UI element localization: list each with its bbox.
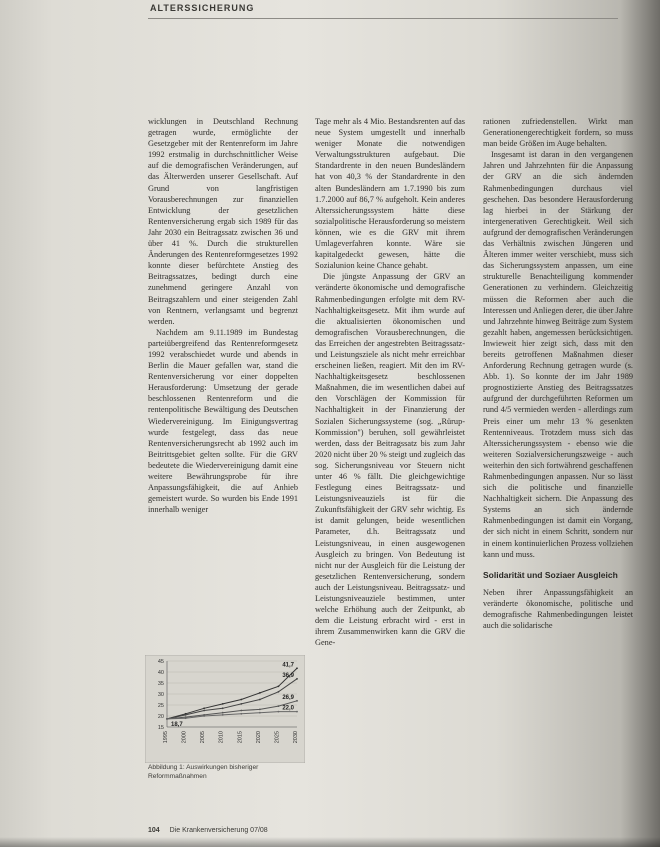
data-point <box>222 707 224 709</box>
paragraph: rationen zufriedenstellen. Wirkt man Generationengerechtigkeit fordern, so muss man beide Größen im Auge behalten. <box>483 117 633 149</box>
x-tick-label: 2010 <box>218 731 225 744</box>
text-column-2 <box>315 116 465 816</box>
data-point <box>222 714 224 716</box>
data-point <box>278 685 280 687</box>
data-point <box>203 715 205 717</box>
data-point <box>240 699 242 701</box>
y-tick-label: 45 <box>157 659 164 665</box>
paragraph: Die jüngste Anpassung der GRV an veränderte ökonomische und demografische Rahmenbedingungen erfolgte mit dem RV-Nachhaltigkeitsgesetz. Mit ihm wurde auf die aktualisierten ökonomischen und demografischen Vorausberechnungen, die das Erreichen der angestrebten Beitragssatz- und Leistungsziele als nicht mehr erreichbar erscheinen ließen, reagiert. Mit den im RV-Nachhaltigkeitsgesetz beschlossenen Maßnahmen, die im wesentlichen dabei auf den Vorschlägen der Kommission für Nachhaltigkeit in der Finanzierung der Sozialen Sicherungssysteme (sog. „Rürup-Kommission") beruhen, soll gewährleistet werden, dass der Beitragssatz bis zum Jahr 2020 nicht über 20 % steigt und zugleich das sog. Sicherungsniveau vor Steuern nicht unter 46 % fällt. Die gleichgewichtige Festlegung eines Beitragssatz- und Leistungsniveauziels ist für die Zukunftsfähigkeit der GRV sehr wichtig. Es ist damit gelungen, beide wesentlichen Parameter, d.h. Beitragssatz und Leistungsniveau, in einen ausgewogenen Ausgleich zu bringen. Von Bedeutung ist nicht nur der Ausgleich für die Leistung der gesetzlichen Rentenversicherung, sondern auch der Leistungsniveau. Beitragssatz- und Leistungsniveauziele bestimmen, unter welche Erhöhung auch der Zeitpunkt, ab dem die Leistung erbracht wird - erst in ihrem Zusammenwirken kann die GRV die Gene- <box>315 272 465 648</box>
data-point <box>278 705 280 707</box>
chart-background <box>145 655 305 763</box>
page-footer <box>148 827 448 834</box>
data-point <box>240 710 242 712</box>
data-label: 26,9 <box>282 694 294 701</box>
y-tick-label: 20 <box>157 714 164 720</box>
data-point <box>203 710 205 712</box>
data-point <box>278 711 280 713</box>
page-number: 104 <box>148 827 160 834</box>
paragraph: Insgesamt ist daran in den vergangenen Jahren und Jahrzehnten für die Anpassung der GRV an die sich ändernden Rahmenbedingungen durchaus viel geschehen. Das besondere Herausforderung lag hierbei in der Stärkung der intergenerativen Gerechtigkeit. Weil sich aufgrund der demografischen Veränderungen das Verhältnis zwischen Jüngeren und Älteren immer weiter verschiebt, muss sich das Sicherungssystem anpassen, um eine strukturelle Benachteiligung kommender Generationen zu verhindern. Gleichzeitig müssen die Reformen aber auch die Interessen und Anliegen derer, die über Jahre und Jahrzehnte hinweg Beiträge zum System gezahlt haben, angemessen berücksichtigen. Inwieweit hier zeigt sich, dass mit den bereits getroffenen Maßnahmen dieser Anforderung Rechnung getragen wurde (s. Abb. 1). So konnte der im Jahr 1989 prognostizierte Anstieg des Beitragssatzes aufgrund der durchgeführten Reformen um rund 4/5 vermieden werden - allerdings zum Preis einer um mehr 13 % gesenkten Rentenniveaus. Trotzdem muss sich das Alterssicherungssystem - ebenso wie die weiteren Sozialversicherungszweige - auch weiterhin den sich fortwährend geschaffenen Rahmenbedingungen anpassen. Nur so lässt sich die politische und finanzielle Nachhaltigkeit sichern. Die Anpassung des Systems an sich ändernde Rahmenbedingungen ist damit ein Vorgang, der sich nicht in einem Schritt, sondern nur in einem kontinuierlichen Prozess vollziehen kann und muss. <box>483 150 633 559</box>
x-tick-label: 2030 <box>293 731 299 744</box>
data-point <box>278 691 280 693</box>
data-point <box>240 713 242 715</box>
section-heading: Solidarität und Soziaer Ausgleich <box>483 569 618 580</box>
y-tick-label: 25 <box>157 703 164 709</box>
start-value-label: 18,7 <box>171 721 183 728</box>
data-point <box>166 718 168 720</box>
text-column-3 <box>483 116 633 816</box>
data-label: 36,9 <box>282 672 294 679</box>
data-point <box>185 717 187 719</box>
data-point <box>296 678 298 680</box>
y-tick-label: 35 <box>157 681 164 687</box>
figure-caption: Abbildung 1: Auswirkungen bisheriger Reformmaßnahmen <box>148 764 259 780</box>
chart-canvas <box>145 655 305 763</box>
paragraph: wicklungen in Deutschland Rechnung getragen wurde, ermöglichte der Gesetzgeber mit der Rentenreform im Jahre 1992 erstmalig in durchschnittlicher Weise auf die demografischen Veränderungen, auf das Älterwerden unserer Gesellschaft. Auf Grund von langfristigen Vorausberechnungen zur finanziellen Entwicklung der gesetzlichen Rentenversicherung ergab sich 1989 für das Jahr 2030 ein Beitragssatz zwischen 36 und über 41 %. Durch die strukturellen Änderungen des Rentenreformgesetzes 1992 konnte dieser befürchtete Anstieg des Beitragssatzes, bedingt durch eine zunehmend geringere Anzahl von Beitragszahlern und einer steigenden Zahl von Rentnern, verlangsamt und begrenzt werden. <box>148 117 298 326</box>
data-point <box>259 712 261 714</box>
y-tick-label: 30 <box>157 692 164 698</box>
section-title: ALTERSSICHERUNG <box>150 3 255 13</box>
paragraph: Nachdem am 9.11.1989 im Bundestag parteiübergreifend das Rentenreformgesetz 1992 verabschiedet wurde und abends in Berlin die Mauer gefallen war, stand die Rentenversicherung vor einer doppelten Herausforderung: Umsetzung der gerade beschlossenen Rentenreform und die rentenpolitische Bewältigung des Deutschen Wiedervereinigung. Im Einigungsvertrag wurde festgelegt, dass das neue Rentenversicherungsrecht ab 1992 auch im Beitrittsgebiet gelten sollte. Für die GRV bedeutete die Wiedervereinigung damit eine weitere Bewährungsprobe für ihre Anpassungsfähigkeit, die auf Anhieb gemeistert wurde. So wurden bis Ende 1991 innerhalb weniger <box>148 327 298 515</box>
x-tick-label: 2015 <box>237 731 244 744</box>
data-label: 22,0 <box>282 705 294 712</box>
x-tick-label: 1995 <box>163 731 169 744</box>
journal-name: Die Krankenversicherung 07/08 <box>169 827 268 834</box>
data-point <box>259 699 261 701</box>
line-chart <box>145 655 305 763</box>
data-point <box>203 707 205 709</box>
x-tick-label: 2025 <box>274 731 281 744</box>
data-point <box>296 667 298 669</box>
data-point <box>259 692 261 694</box>
y-tick-label: 40 <box>157 670 164 676</box>
x-tick-label: 2005 <box>200 731 207 744</box>
paragraph: Tage mehr als 4 Mio. Bestandsrenten auf das neue System umgestellt und innerhalb weniger Monate die notwendigen Verwaltungsstrukturen aufgebaut. Die Standardrente in den neuen Bundesländern hat von 40,3 % der Standardrente in den alten Bundesländern am 1.7.1990 bis zum 1.7.2000 auf 86,7 % aufgeholt. Kein anderes Alterssicherungssystem hätte diese sozialpolitische Herausforderung so meistern können, wie es die GRV mit ihrem Umlageverfahren konnte. Wäre sie kapitalgedeckt gewesen, hätte die Sozialunion keine Chance gehabt. <box>315 117 465 271</box>
data-point <box>222 712 224 714</box>
y-tick-label: 15 <box>157 725 164 731</box>
data-point <box>296 711 298 713</box>
data-point <box>185 714 187 716</box>
text-column-1 <box>148 116 298 634</box>
data-point <box>259 709 261 711</box>
data-label: 41,7 <box>282 662 294 669</box>
x-tick-label: 2000 <box>181 731 188 744</box>
paragraph: Neben ihrer Anpassungsfähigkeit an veränderte ökonomische, politische und demografische Rahmenbedingungen leistet auch die solidarische <box>483 587 633 631</box>
data-point <box>222 703 224 705</box>
data-point <box>296 700 298 702</box>
x-tick-label: 2020 <box>255 731 262 744</box>
data-point <box>240 703 242 705</box>
